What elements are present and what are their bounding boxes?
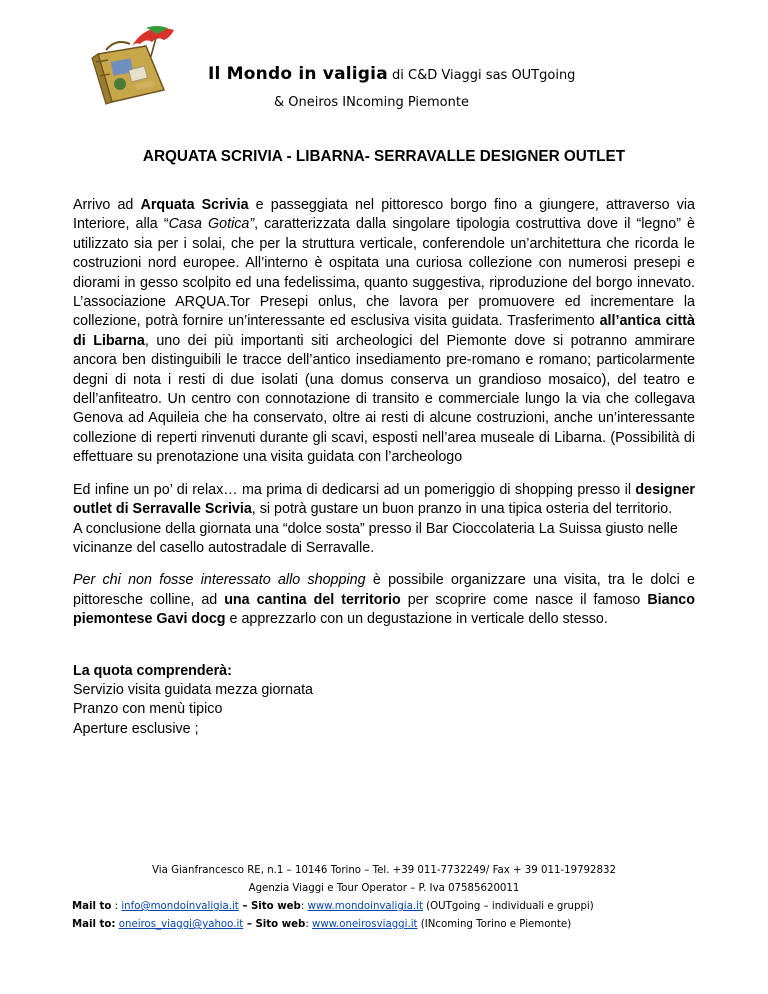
separator: : [305, 919, 312, 930]
text-run: Ed infine un po’ di relax… ma prima di dedicarsi ad un pomeriggio di shopping presso il [73, 481, 636, 498]
separator: : [111, 901, 122, 912]
italic-run: Casa Gotica” [168, 216, 255, 233]
footer-note: (OUTgoing – individuali e gruppi) [422, 901, 594, 912]
footer-mail-incoming [0, 916, 768, 934]
bold-run: all’antica città di Libarna [73, 313, 696, 349]
separator: : [300, 901, 308, 912]
text-run: e apprezzarlo con un degustazione in verticale dello stesso. [225, 611, 608, 628]
text-run: e passeggiata nel pittoresco borgo fino a giungere, attraverso via Interiore, alla “ [73, 197, 695, 233]
italic-run: Per chi non fosse interessato allo shopping [73, 572, 366, 589]
mail-label: Mail to [72, 901, 112, 912]
website-link-mondoinvaligia[interactable]: www.mondoinvaligia.it [307, 901, 423, 912]
text-run: per scoprire come nasce il famoso [400, 591, 648, 608]
brand-subtitle: di C&D Viaggi sas OUTgoing [387, 68, 576, 83]
footer-note: (INcoming Torino e Piemonte) [417, 919, 572, 930]
quota-heading-text: La quota comprenderà: [73, 662, 232, 679]
quota-item: Aperture esclusive ; [73, 720, 199, 737]
quota-heading [73, 662, 695, 681]
text-run: , caratterizzata dalla singolare tipologia costruttiva dove il “legno” è utilizzato sia per i solai, che per la struttura verticale, conferendole un’architettura che ricorda le costruzioni nord europee. All’interno è ospitata una curiosa collezione con numerosi presepi e diorami in gesso scolpito ed una fedelissima, quanto suggestiva, riproduzione del borgo innevato. L’associazione ARQUA.Tor Presepi onlus, che lavora per promuovere ed incrementare la collezione, potrà fornire un’interessante ed esclusiva visita guidata. Trasferimento [73, 216, 695, 330]
email-link-mondoinvaligia[interactable]: info@mondoinvaligia.it [121, 901, 239, 912]
footer-mail-outgoing [0, 898, 768, 916]
site-label: – Sito web [238, 901, 301, 912]
agency-brand [208, 64, 575, 84]
page-title: ARQUATA SCRIVIA - LIBARNA- SERRAVALLE DESIGNER OUTLET [142, 148, 626, 165]
paragraph-outlet [73, 481, 695, 520]
website-link-oneiros[interactable]: www.oneirosviaggi.it [312, 919, 418, 930]
brand-name: Il Mondo in valigia [208, 64, 388, 84]
bold-run: designer outlet di Serravalle Scrivia [73, 481, 695, 518]
quota-item: Pranzo con menù tipico [73, 701, 223, 718]
bold-run: una cantina del territorio [224, 591, 401, 608]
text-run: è possibile organizzare una visita, tra le dolci e pittoresche colline, ad [73, 572, 695, 608]
quota-item: Servizio visita guidata mezza giornata [73, 681, 313, 698]
mail-label: Mail to: [72, 919, 116, 930]
text-run: , uno dei più importanti siti archeologici del Piemonte dove si potranno ammirare ancora ben distinguibili le tracce dell’antico insediamento pre-romano e romano; particolarmente degni di nota i resti di due isolati (una domus conserva un grandioso mosaico), del teatro e dell’anfiteatro. Un centro con connotazione di transito e commerciale lungo la via che collegava Genova ad Aquileia che ha conservato, oltre ai resti di alcune costruzioni, anche un’interessante collezione di reperti rinvenuti durante gli scavi, esposti nell’area museale di Libarna. (Possibilità di effettuare su prenotazione una visita guidata con l’archeologo [73, 332, 695, 466]
brand-second-line: & Oneiros INcoming Piemonte [274, 95, 469, 110]
bold-run: Arquata Scrivia [140, 197, 249, 213]
text-run: , si potrà gustare un buon pranzo in una tipica osteria del territorio. [251, 501, 673, 518]
text-run: Arrivo ad [73, 197, 141, 213]
site-label: – Sito web [243, 919, 306, 930]
document-body [73, 196, 695, 739]
suitcase-logo-icon [86, 16, 180, 106]
paragraph-arquata [73, 196, 695, 468]
footer-agency: Agenzia Viaggi e Tour Operator – P. Iva 07585620011 [248, 883, 520, 894]
email-link-oneiros[interactable]: oneiros_viaggi@yahoo.it [118, 919, 244, 930]
bold-run: Bianco piemontese Gavi docg [73, 591, 695, 628]
paragraph-cantina [73, 571, 695, 629]
footer-address: Via Gianfrancesco RE, n.1 – 10146 Torino – Tel. +39 011-7732249/ Fax + 39 011-19792832 [152, 865, 616, 876]
paragraph-dolce-sosta: A conclusione della giornata una “dolce sosta” presso il Bar Cioccolateria La Suissa giusto nelle vicinanze del casello autostradale di Serravalle. [73, 520, 678, 556]
letterhead-footer [0, 862, 768, 934]
